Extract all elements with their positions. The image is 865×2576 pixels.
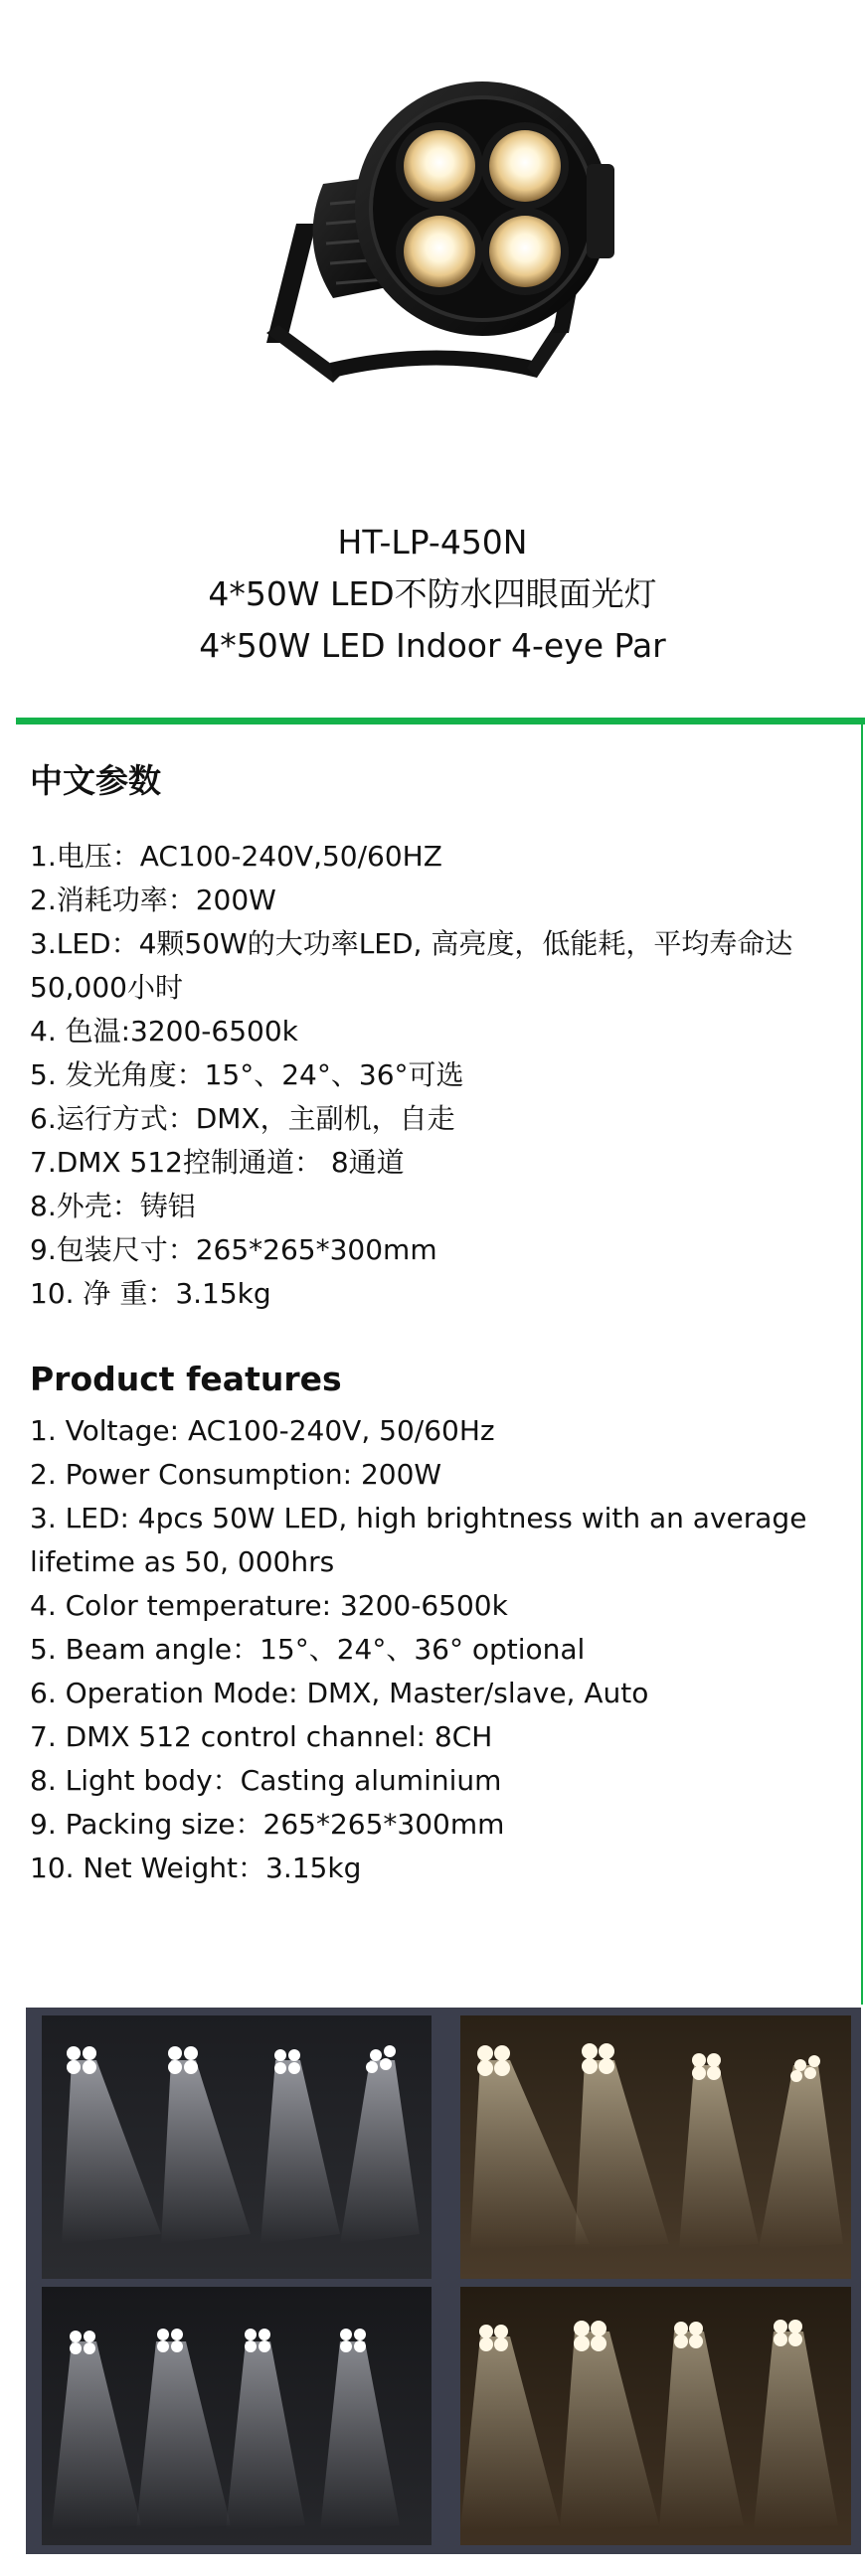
warm-white-lights-photo-2	[460, 2287, 851, 2545]
spec-en-item: 10. Net Weight：3.15kg	[30, 1852, 362, 1884]
specs-cn-heading: 中文参数	[30, 761, 161, 800]
product-image	[239, 35, 626, 417]
cool-white-lights-photo	[42, 2015, 432, 2279]
spec-cn-item: 9.包装尺寸：265*265*300mm	[30, 1233, 437, 1266]
green-divider	[16, 718, 865, 724]
spec-cn-item: 1.电压：AC100-240V,50/60HZ	[30, 840, 442, 873]
title-block	[0, 517, 865, 672]
spec-en-item: 2. Power Consumption: 200W	[30, 1458, 442, 1491]
green-edge-line	[861, 718, 863, 2005]
spec-cn-item: 10. 净 重：3.15kg	[30, 1277, 271, 1310]
product-title-en: 4*50W LED Indoor 4-eye Par	[199, 626, 666, 665]
model-number: HT-LP-450N	[337, 523, 528, 562]
spec-en-item: 9. Packing size：265*265*300mm	[30, 1808, 505, 1841]
product-title-cn: 4*50W LED不防水四眼面光灯	[208, 574, 657, 613]
warm-white-lights-photo	[460, 2015, 851, 2279]
spec-en-item: 6. Operation Mode: DMX, Master/slave, Auto	[30, 1677, 649, 1709]
spec-cn-item: 5. 发光角度：15°、24°、36°可选	[30, 1058, 464, 1091]
spec-en-item: 8. Light body：Casting aluminium	[30, 1764, 502, 1797]
spec-cn-item: 6.运行方式：DMX，主副机，自走	[30, 1102, 455, 1135]
spec-cn-item: 8.外壳：铸铝	[30, 1190, 196, 1222]
spec-en-item: 7. DMX 512 control channel: 8CH	[30, 1720, 493, 1753]
spec-en-item: 3. LED: 4pcs 50W LED, high brightness with an average lifetime as 50, 000hrs	[30, 1502, 816, 1578]
cool-white-lights-photo-2	[42, 2287, 432, 2545]
spec-en-item: 4. Color temperature: 3200-6500k	[30, 1589, 508, 1622]
specs-cn-list	[30, 835, 861, 1316]
specs-en-list	[30, 1409, 861, 1890]
specs-en-heading: Product features	[30, 1360, 342, 1398]
photo-gallery	[26, 2008, 861, 2554]
spec-cn-item: 2.消耗功率：200W	[30, 884, 276, 916]
spec-cn-item: 4. 色温:3200-6500k	[30, 1015, 298, 1047]
spec-en-item: 5. Beam angle：15°、24°、36° optional	[30, 1633, 586, 1666]
spec-cn-item: 3.LED：4颗50W的大功率LED, 高亮度，低能耗，平均寿命达50,000小时	[30, 927, 793, 1004]
spec-en-item: 1. Voltage: AC100-240V, 50/60Hz	[30, 1414, 495, 1447]
spec-cn-item: 7.DMX 512控制通道： 8通道	[30, 1146, 405, 1179]
